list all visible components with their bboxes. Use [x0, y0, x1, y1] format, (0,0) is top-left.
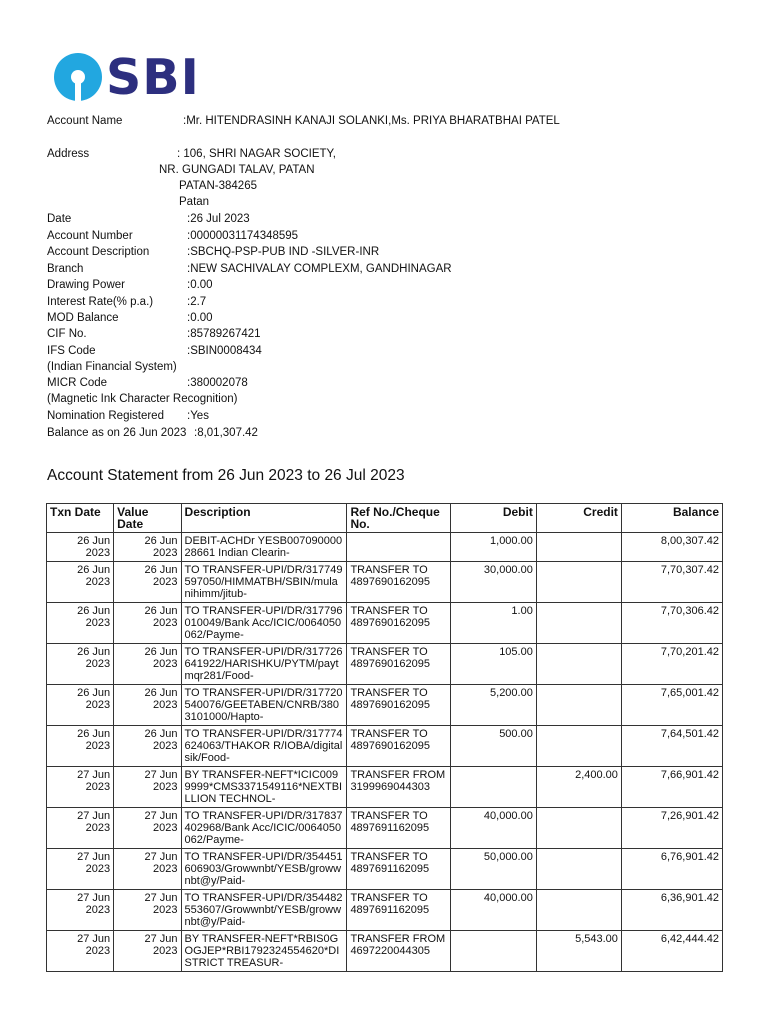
table-row: [47, 726, 723, 767]
cell-balance: 7,70,307.42: [621, 562, 722, 603]
account-field-value: :85789267421: [187, 328, 261, 340]
statement-title: Account Statement from 26 Jun 2023 to 26 Jul 2023: [47, 467, 405, 484]
cell-value-date: 26 Jun 2023: [114, 562, 181, 603]
cell-txn-date: 26 Jun 2023: [47, 603, 114, 644]
cell-balance: 7,65,001.42: [621, 685, 722, 726]
transactions-table: [46, 503, 723, 972]
account-field-value: Patan: [179, 196, 210, 208]
table-row: [47, 533, 723, 562]
cell-txn-date: 27 Jun 2023: [47, 767, 114, 808]
cell-txn-date: 26 Jun 2023: [47, 685, 114, 726]
header-txn-date: Txn Date: [47, 504, 114, 533]
cell-credit: [536, 808, 621, 849]
cell-value-date: 26 Jun 2023: [114, 726, 181, 767]
cell-credit: [536, 562, 621, 603]
table-row: [47, 603, 723, 644]
table-row: [47, 808, 723, 849]
account-field-value: :Yes: [187, 410, 209, 422]
cell-debit: [451, 931, 536, 972]
cell-txn-date: 27 Jun 2023: [47, 808, 114, 849]
cell-value-date: 26 Jun 2023: [114, 685, 181, 726]
account-field-value: :26 Jul 2023: [187, 213, 250, 225]
account-field-value: :00000031174348595: [187, 230, 299, 242]
cell-credit: [536, 890, 621, 931]
account-field-label: Interest Rate(% p.a.): [47, 296, 154, 308]
cell-credit: [536, 726, 621, 767]
account-field-value: :SBIN0008434: [187, 345, 262, 357]
cell-ref-no: TRANSFER TO 4897691162095: [347, 849, 451, 890]
cell-description: TO TRANSFER-UPI/DR/317837402968/Bank Acc/ICIC/0064050062/Payme-: [181, 808, 347, 849]
cell-credit: [536, 603, 621, 644]
table-row: [47, 685, 723, 726]
cell-debit: 5,200.00: [451, 685, 536, 726]
cell-debit: 30,000.00: [451, 562, 536, 603]
account-field-label: Account Name: [47, 115, 123, 127]
account-field-value: : 106, SHRI NAGAR SOCIETY,: [177, 148, 336, 160]
cell-credit: [536, 849, 621, 890]
cell-balance: 7,66,901.42: [621, 767, 722, 808]
cell-credit: [536, 533, 621, 562]
cell-ref-no: TRANSFER TO 4897690162095: [347, 644, 451, 685]
cell-debit: 1,000.00: [451, 533, 536, 562]
table-row: [47, 562, 723, 603]
cell-balance: 6,42,444.42: [621, 931, 722, 972]
cell-description: BY TRANSFER-NEFT*ICIC0099999*CMS3371549116*NEXTBILLION TECHNOL-: [181, 767, 347, 808]
account-field-value: :8,01,307.42: [194, 427, 258, 439]
cell-description: TO TRANSFER-UPI/DR/317726641922/HARISHKU/PYTM/paytmqr281/Food-: [181, 644, 347, 685]
account-field-value: NR. GUNGADI TALAV, PATAN: [159, 164, 315, 176]
cell-credit: 5,543.00: [536, 931, 621, 972]
cell-ref-no: [347, 533, 451, 562]
header-balance: Balance: [621, 504, 722, 533]
cell-value-date: 27 Jun 2023: [114, 890, 181, 931]
header-debit: Debit: [451, 504, 536, 533]
account-field-label: Branch: [47, 263, 84, 275]
table-row: [47, 767, 723, 808]
cell-ref-no: TRANSFER FROM 4697220044305: [347, 931, 451, 972]
account-field-label: MICR Code: [47, 377, 108, 389]
account-field-label: Account Description: [47, 246, 150, 258]
cell-value-date: 27 Jun 2023: [114, 849, 181, 890]
account-field-label: IFS Code: [47, 345, 96, 357]
table-row: [47, 931, 723, 972]
cell-value-date: 27 Jun 2023: [114, 808, 181, 849]
cell-ref-no: TRANSFER TO 4897690162095: [347, 562, 451, 603]
account-field-value: :380002078: [187, 377, 248, 389]
cell-balance: 6,76,901.42: [621, 849, 722, 890]
table-header-row: [47, 504, 723, 533]
cell-debit: 40,000.00: [451, 890, 536, 931]
account-field-value: :0.00: [187, 279, 213, 291]
cell-balance: 7,70,306.42: [621, 603, 722, 644]
cell-credit: [536, 685, 621, 726]
cell-balance: 7,64,501.42: [621, 726, 722, 767]
header-ref-no: Ref No./Cheque No.: [347, 504, 451, 533]
header-value-date: Value Date: [114, 504, 181, 533]
account-field-label: Balance as on 26 Jun 2023: [47, 427, 187, 439]
account-field-label: CIF No.: [47, 328, 87, 340]
cell-description: TO TRANSFER-UPI/DR/354451606903/Growwnbt/YESB/growwnbt@y/Paid-: [181, 849, 347, 890]
cell-value-date: 26 Jun 2023: [114, 533, 181, 562]
cell-balance: 7,26,901.42: [621, 808, 722, 849]
account-field-label: Nomination Registered: [47, 410, 164, 422]
cell-balance: 6,36,901.42: [621, 890, 722, 931]
account-field-label: Drawing Power: [47, 279, 125, 291]
account-field-label: MOD Balance: [47, 312, 119, 324]
cell-credit: 2,400.00: [536, 767, 621, 808]
table-row: [47, 644, 723, 685]
account-field-value: :Mr. HITENDRASINH KANAJI SOLANKI,Ms. PRIYA BHARATBHAI PATEL: [183, 115, 560, 127]
cell-description: TO TRANSFER-UPI/DR/354482553607/Growwnbt/YESB/growwnbt@y/Paid-: [181, 890, 347, 931]
table-row: [47, 890, 723, 931]
account-field-label: Address: [47, 148, 90, 160]
cell-credit: [536, 644, 621, 685]
cell-ref-no: TRANSFER TO 4897691162095: [347, 890, 451, 931]
account-field-label: Date: [47, 213, 72, 225]
cell-ref-no: TRANSFER TO 4897690162095: [347, 726, 451, 767]
cell-description: TO TRANSFER-UPI/DR/317749597050/HIMMATBH/SBIN/mulanihimm/jitub-: [181, 562, 347, 603]
account-field-label: (Magnetic Ink Character Recognition): [47, 393, 238, 405]
cell-debit: 40,000.00: [451, 808, 536, 849]
cell-debit: 105.00: [451, 644, 536, 685]
cell-description: DEBIT-ACHDr YESB00709000028661 Indian Clearin-: [181, 533, 347, 562]
cell-txn-date: 27 Jun 2023: [47, 890, 114, 931]
cell-txn-date: 27 Jun 2023: [47, 849, 114, 890]
cell-description: TO TRANSFER-UPI/DR/317796010049/Bank Acc/ICIC/0064050062/Payme-: [181, 603, 347, 644]
cell-txn-date: 26 Jun 2023: [47, 562, 114, 603]
sbi-logo-text: SBI: [106, 48, 200, 106]
cell-description: TO TRANSFER-UPI/DR/317720540076/GEETABEN/CNRB/3803101000/Hapto-: [181, 685, 347, 726]
cell-txn-date: 26 Jun 2023: [47, 644, 114, 685]
cell-value-date: 27 Jun 2023: [114, 931, 181, 972]
cell-debit: 1.00: [451, 603, 536, 644]
cell-value-date: 27 Jun 2023: [114, 767, 181, 808]
cell-ref-no: TRANSFER TO 4897690162095: [347, 603, 451, 644]
cell-txn-date: 26 Jun 2023: [47, 533, 114, 562]
account-field-value: :0.00: [187, 312, 213, 324]
cell-value-date: 26 Jun 2023: [114, 644, 181, 685]
cell-balance: 7,70,201.42: [621, 644, 722, 685]
cell-value-date: 26 Jun 2023: [114, 603, 181, 644]
cell-txn-date: 27 Jun 2023: [47, 931, 114, 972]
header-credit: Credit: [536, 504, 621, 533]
sbi-logo-icon: [54, 53, 102, 101]
account-field-value: PATAN-384265: [179, 180, 257, 192]
cell-ref-no: TRANSFER TO 4897690162095: [347, 685, 451, 726]
account-field-label: (Indian Financial System): [47, 361, 177, 373]
account-field-label: Account Number: [47, 230, 133, 242]
sbi-logo: [54, 48, 200, 106]
cell-debit: [451, 767, 536, 808]
account-field-value: :NEW SACHIVALAY COMPLEXM, GANDHINAGAR: [187, 263, 452, 275]
table-row: [47, 849, 723, 890]
cell-ref-no: TRANSFER FROM 3199969044303: [347, 767, 451, 808]
cell-debit: 500.00: [451, 726, 536, 767]
cell-description: BY TRANSFER-NEFT*RBIS0GOGJEP*RBI1792324554620*DISTRICT TREASUR-: [181, 931, 347, 972]
cell-balance: 8,00,307.42: [621, 533, 722, 562]
cell-txn-date: 26 Jun 2023: [47, 726, 114, 767]
cell-ref-no: TRANSFER TO 4897691162095: [347, 808, 451, 849]
cell-description: TO TRANSFER-UPI/DR/317774624063/THAKOR R/IOBA/digitalsik/Food-: [181, 726, 347, 767]
cell-debit: 50,000.00: [451, 849, 536, 890]
account-field-value: :SBCHQ-PSP-PUB IND -SILVER-INR: [187, 246, 380, 258]
header-description: Description: [181, 504, 347, 533]
account-field-value: :2.7: [187, 296, 207, 308]
